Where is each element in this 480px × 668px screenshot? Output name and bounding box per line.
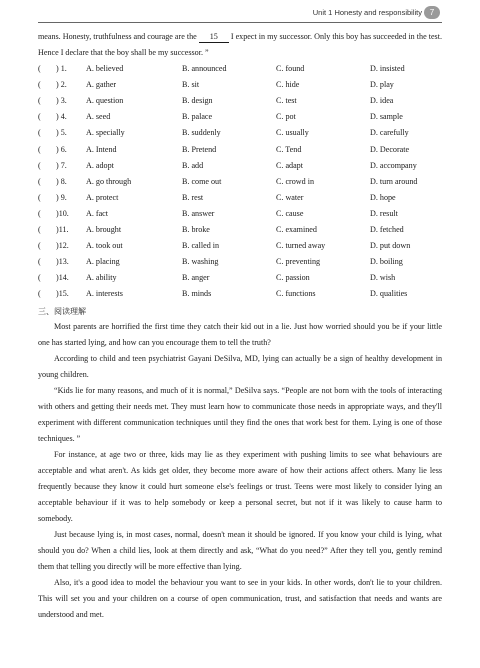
answer-paren: ( [38, 289, 41, 299]
question-number: ) 8. [56, 176, 67, 186]
option-a: A. believed [86, 64, 124, 74]
option-b: B. rest [182, 192, 204, 202]
option-d: D. fetched [370, 224, 404, 234]
question-number: ) 6. [56, 144, 67, 154]
answer-paren: ( [38, 96, 41, 106]
option-a: A. specially [86, 128, 125, 138]
option-b: B. add [182, 160, 204, 170]
option-a: A. seed [86, 112, 111, 122]
question-number: ) 1. [56, 64, 67, 74]
option-c: C. found [276, 64, 305, 74]
option-d: D. sample [370, 112, 403, 122]
question-row [38, 158, 442, 174]
option-c: C. usually [276, 128, 309, 138]
option-d: D. put down [370, 241, 411, 251]
option-d: D. play [370, 80, 394, 90]
passage-paragraph: Most parents are horrified the first time they catch their kid out in a lie. Just how worried should you be if your little one has started lying, and how can you encourage them to tell the truth? [38, 322, 442, 348]
option-c: C. cause [276, 208, 304, 218]
page-header [0, 0, 480, 24]
option-c: C. preventing [276, 257, 321, 267]
option-b: B. sit [182, 80, 200, 90]
option-b: B. design [182, 96, 213, 106]
answer-paren: ( [38, 160, 41, 170]
option-d: D. idea [370, 96, 394, 106]
question-row [38, 109, 442, 125]
question-row [38, 206, 442, 222]
option-c: C. Tend [276, 144, 302, 154]
question-number: )14. [56, 273, 69, 283]
option-c: C. adapt [276, 160, 303, 170]
answer-paren: ( [38, 208, 41, 218]
option-d: D. qualities [370, 289, 408, 299]
question-row [38, 125, 442, 141]
question-number: ) 7. [56, 160, 67, 170]
option-a: A. took out [86, 241, 123, 251]
option-d: D. carefully [370, 128, 409, 138]
question-row [38, 77, 442, 93]
option-a: A. interests [86, 289, 123, 299]
option-d: D. wish [370, 273, 396, 283]
passage-paragraph: According to child and teen psychiatrist Gayani DeSilva, MD, lying can actually be a sign of healthy development in young children. [38, 354, 442, 380]
passage-paragraph: Also, it's a good idea to model the behaviour you want to see in your kids. In other words, don't lie to your children. This will set you and your children on a course of open communication, trust, and satisfaction that needs and wants are understood and met. [38, 578, 442, 620]
passage-paragraph: “Kids lie for many reasons, and much of it is normal,” DeSilva says. “People are not born with the tools of interacting with others and getting their needs met. They must learn how to communicate those needs in appropriate ways, and they'll experiment with different communication techniques until they find the ones that work best for them. Lying is one of those techniques. ” [38, 386, 442, 444]
answer-paren: ( [38, 192, 41, 202]
question-list [38, 61, 442, 302]
passage-paragraph: Just because lying is, in most cases, normal, doesn't mean it should be ignored. If you know your child is lying, what should you do? When a child lies, look at them directly and ask, “What do you need?” After they tell you, gently remind them that telling you directly will be more effective than lying. [38, 530, 442, 572]
option-b: B. suddenly [182, 128, 221, 138]
page-content [38, 29, 442, 623]
question-number: )11. [56, 224, 69, 234]
option-b: B. Pretend [182, 144, 217, 154]
question-row [38, 286, 442, 302]
answer-blank: 15 [199, 32, 229, 43]
question-row [38, 238, 442, 254]
option-a: A. brought [86, 224, 122, 234]
option-a: A. adopt [86, 160, 114, 170]
option-d: D. insisted [370, 64, 405, 74]
option-a: A. gather [86, 80, 117, 90]
question-number: ) 9. [56, 192, 67, 202]
unit-title: Unit 1 Honesty and responsibility [312, 8, 422, 17]
option-a: A. question [86, 96, 124, 106]
option-c: C. turned away [276, 241, 326, 251]
question-row [38, 254, 442, 270]
question-row [38, 93, 442, 109]
option-d: D. Decorate [370, 144, 410, 154]
question-number: ) 3. [56, 96, 67, 106]
option-c: C. test [276, 96, 297, 106]
question-row [38, 190, 442, 206]
answer-paren: ( [38, 176, 41, 186]
question-row [38, 141, 442, 157]
option-d: D. turn around [370, 176, 418, 186]
option-a: A. ability [86, 273, 117, 283]
question-row [38, 270, 442, 286]
option-d: D. accompany [370, 160, 417, 170]
section-title: 三、阅读理解 [38, 307, 86, 317]
option-b: B. called in [182, 241, 220, 251]
page-number-badge: 7 [424, 6, 440, 19]
option-d: D. hope [370, 192, 396, 202]
cloze-passage-ending: means. Honesty, truthfulness and courage are the 15 I expect in my successor. Only this boy has succeeded in the test. Hence I declare that the boy shall be my successor. ” [38, 32, 442, 57]
answer-paren: ( [38, 64, 41, 74]
answer-paren: ( [38, 112, 41, 122]
option-c: C. water [276, 192, 304, 202]
question-number: )10. [56, 208, 69, 218]
question-number: )15. [56, 289, 69, 299]
option-c: C. passion [276, 273, 310, 283]
header-divider [38, 22, 442, 23]
option-c: C. functions [276, 289, 316, 299]
option-b: B. washing [182, 257, 219, 267]
question-row [38, 174, 442, 190]
option-b: B. answer [182, 208, 215, 218]
passage-paragraph: For instance, at age two or three, kids may lie as they experiment with pushing limits to see what behaviours are acceptable and what aren't. As kids get older, they become more aware of how their actions affect others. Many lie less frequently because they know it could hurt someone else's feelings or trust. Teens were most likely to consider lying an acceptable behaviour if it was to help somebody or keep a personal secret, but not if it was likely to cause harm to somebody. [38, 450, 442, 524]
question-row [38, 61, 442, 77]
question-number: ) 4. [56, 112, 67, 122]
option-a: A. protect [86, 192, 119, 202]
option-b: B. minds [182, 289, 212, 299]
answer-paren: ( [38, 241, 41, 251]
option-b: B. anger [182, 273, 210, 283]
option-b: B. broke [182, 224, 210, 234]
option-c: C. pot [276, 112, 296, 122]
answer-paren: ( [38, 128, 41, 138]
option-a: A. Intend [86, 144, 117, 154]
answer-paren: ( [38, 80, 41, 90]
option-b: B. come out [182, 176, 222, 186]
option-a: A. fact [86, 208, 109, 218]
question-number: ) 2. [56, 80, 67, 90]
answer-paren: ( [38, 224, 41, 234]
option-c: C. hide [276, 80, 300, 90]
option-a: A. placing [86, 257, 120, 267]
option-c: C. crowd in [276, 176, 314, 186]
question-row [38, 222, 442, 238]
option-b: B. palace [182, 112, 213, 122]
option-c: C. examined [276, 224, 317, 234]
answer-paren: ( [38, 257, 41, 267]
reading-passage [38, 319, 442, 623]
question-number: )13. [56, 257, 69, 267]
option-d: D. boiling [370, 257, 403, 267]
option-a: A. go through [86, 176, 132, 186]
answer-paren: ( [38, 273, 41, 283]
question-number: ) 5. [56, 128, 67, 138]
answer-paren: ( [38, 144, 41, 154]
question-number: )12. [56, 241, 69, 251]
option-b: B. announced [182, 64, 227, 74]
option-d: D. result [370, 208, 398, 218]
